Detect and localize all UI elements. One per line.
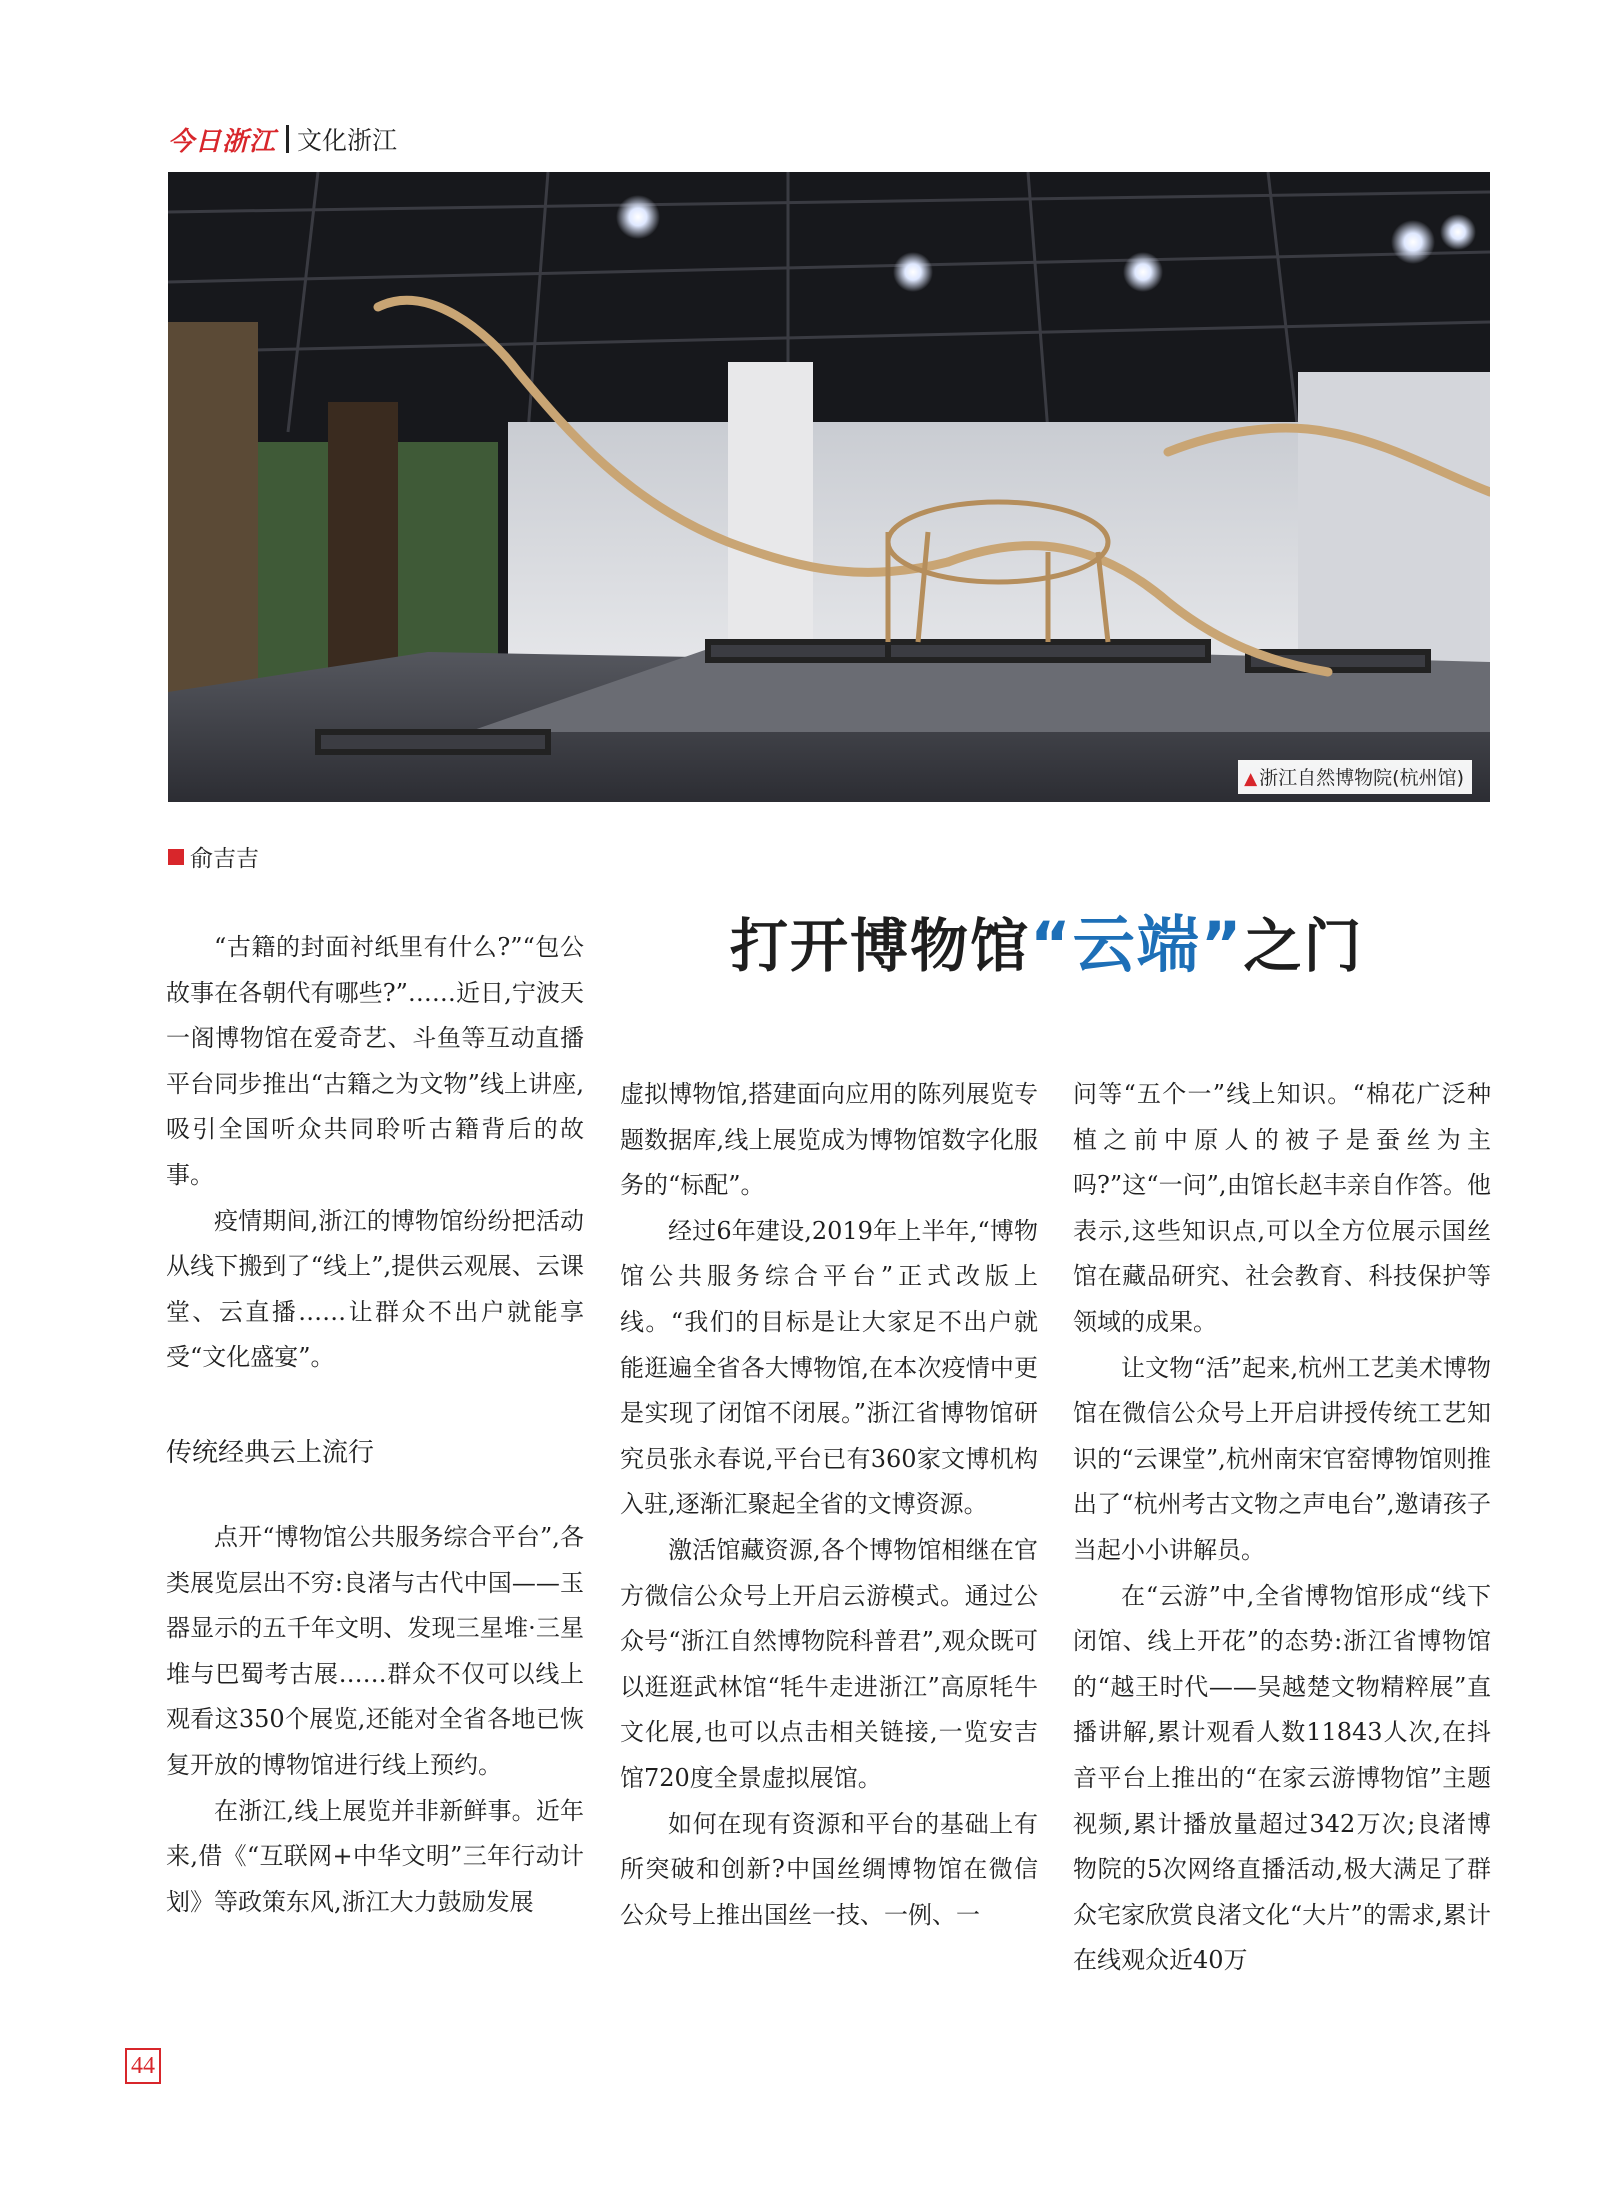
magazine-logo: 今日浙江 (168, 126, 277, 157)
article-title (730, 905, 1500, 986)
column-2 (620, 1072, 1038, 1938)
paragraph: 在“云游”中,全省博物馆形成“线下闭馆、线上开花”的态势:浙江省博物馆的“越王时代——吴越楚文物精粹展”直播讲解,累计观看人数11843人次,在抖音平台上推出的“在家云游博物馆”主题视频,累计播放量超过342万次;良渚博物院的5次网络直播活动,极大满足了群众宅家欣赏良渚文化“大片”的需求,累计在线观众近40万 (1073, 1581, 1491, 1975)
column-3 (1073, 1072, 1491, 1984)
section-label: 文化浙江 (297, 126, 398, 155)
title-part2: 之门 (1243, 912, 1364, 980)
page-number: 44 (125, 2048, 161, 2084)
paragraph: 疫情期间,浙江的博物馆纷纷把活动从线下搬到了“线上”,提供云观展、云课堂、云直播……让群众不出户就能享受“文化盛宴”。 (166, 1206, 584, 1372)
title-part1: 打开博物馆 (730, 912, 1031, 980)
paragraph: 点开“博物馆公共服务综合平台”,各类展览层出不穷:良渚与古代中国——玉器显示的五千年文明、发现三星堆·三星堆与巴蜀考古展……群众不仅可以线上观看这350个展览,还能对全省各地已恢复开放的博物馆进行线上预约。 (166, 1523, 584, 1779)
title-highlight: “云端” (1030, 908, 1244, 981)
paragraph: 如何在现有资源和平台的基础上有所突破和创新?中国丝绸博物馆在微信公众号上推出国丝一技、一例、一 (620, 1809, 1038, 1929)
museum-photo (168, 172, 1490, 802)
paragraph: 让文物“活”起来,杭州工艺美术博物馆在微信公众号上开启讲授传统工艺知识的“云课堂”,杭州南宋官窑博物馆则推出了“杭州考古文物之声电台”,邀请孩子当起小小讲解员。 (1073, 1353, 1491, 1564)
paragraph: 在浙江,线上展览并非新鲜事。近年来,借《“互联网+中华文明”三年行动计划》等政策东风,浙江大力鼓励发展 (166, 1796, 584, 1916)
paragraph: 激活馆藏资源,各个博物馆相继在官方微信公众号上开启云游模式。通过公众号“浙江自然博物院科普君”,观众既可以逛逛武林馆“牦牛走进浙江”高原牦牛文化展,也可以点击相关链接,一览安吉馆720度全景虚拟展馆。 (620, 1535, 1038, 1792)
section-subheading: 传统经典云上流行 (166, 1438, 375, 1468)
photo-caption (1238, 760, 1472, 794)
triangle-marker-icon: ▲ (1244, 769, 1258, 789)
author-byline (168, 840, 259, 873)
paragraph: 经过6年建设,2019年上半年,“博物馆公共服务综合平台”正式改版上线。“我们的目标是让大家足不出户就能逛遍全省各大博物馆,在本次疫情中更是实现了闭馆不闭展。”浙江省博物馆研究员张永春说,平台已有360家文博机构入驻,逐渐汇聚起全省的文博资源。 (620, 1216, 1038, 1519)
paragraph: “古籍的封面衬纸里有什么?”“包公故事在各朝代有哪些?”……近日,宁波天一阁博物馆在爱奇艺、斗鱼等互动直播平台同步推出“古籍之为文物”线上讲座,吸引全国听众共同聆听古籍背后的故事。 (166, 933, 584, 1189)
paragraph: 虚拟博物馆,搭建面向应用的陈列展览专题数据库,线上展览成为博物馆数字化服务的“标配”。 (620, 1080, 1038, 1200)
paragraph: 问等“五个一”线上知识。“棉花广泛种植之前中原人的被子是蚕丝为主吗?”这“一问”,由馆长赵丰亲自作答。他表示,这些知识点,可以全方位展示国丝馆在藏品研究、社会教育、科技保护等领域的成果。 (1073, 1080, 1491, 1336)
column-1-top (166, 925, 584, 1381)
dinosaur-hall-image (168, 172, 1490, 802)
square-marker-icon (168, 849, 184, 865)
page-header (168, 122, 397, 156)
column-1-bottom (166, 1515, 584, 1925)
author-name: 俞吉吉 (190, 846, 259, 872)
header-divider (286, 125, 289, 153)
photo-caption-text: 浙江自然博物院(杭州馆) (1259, 767, 1464, 789)
